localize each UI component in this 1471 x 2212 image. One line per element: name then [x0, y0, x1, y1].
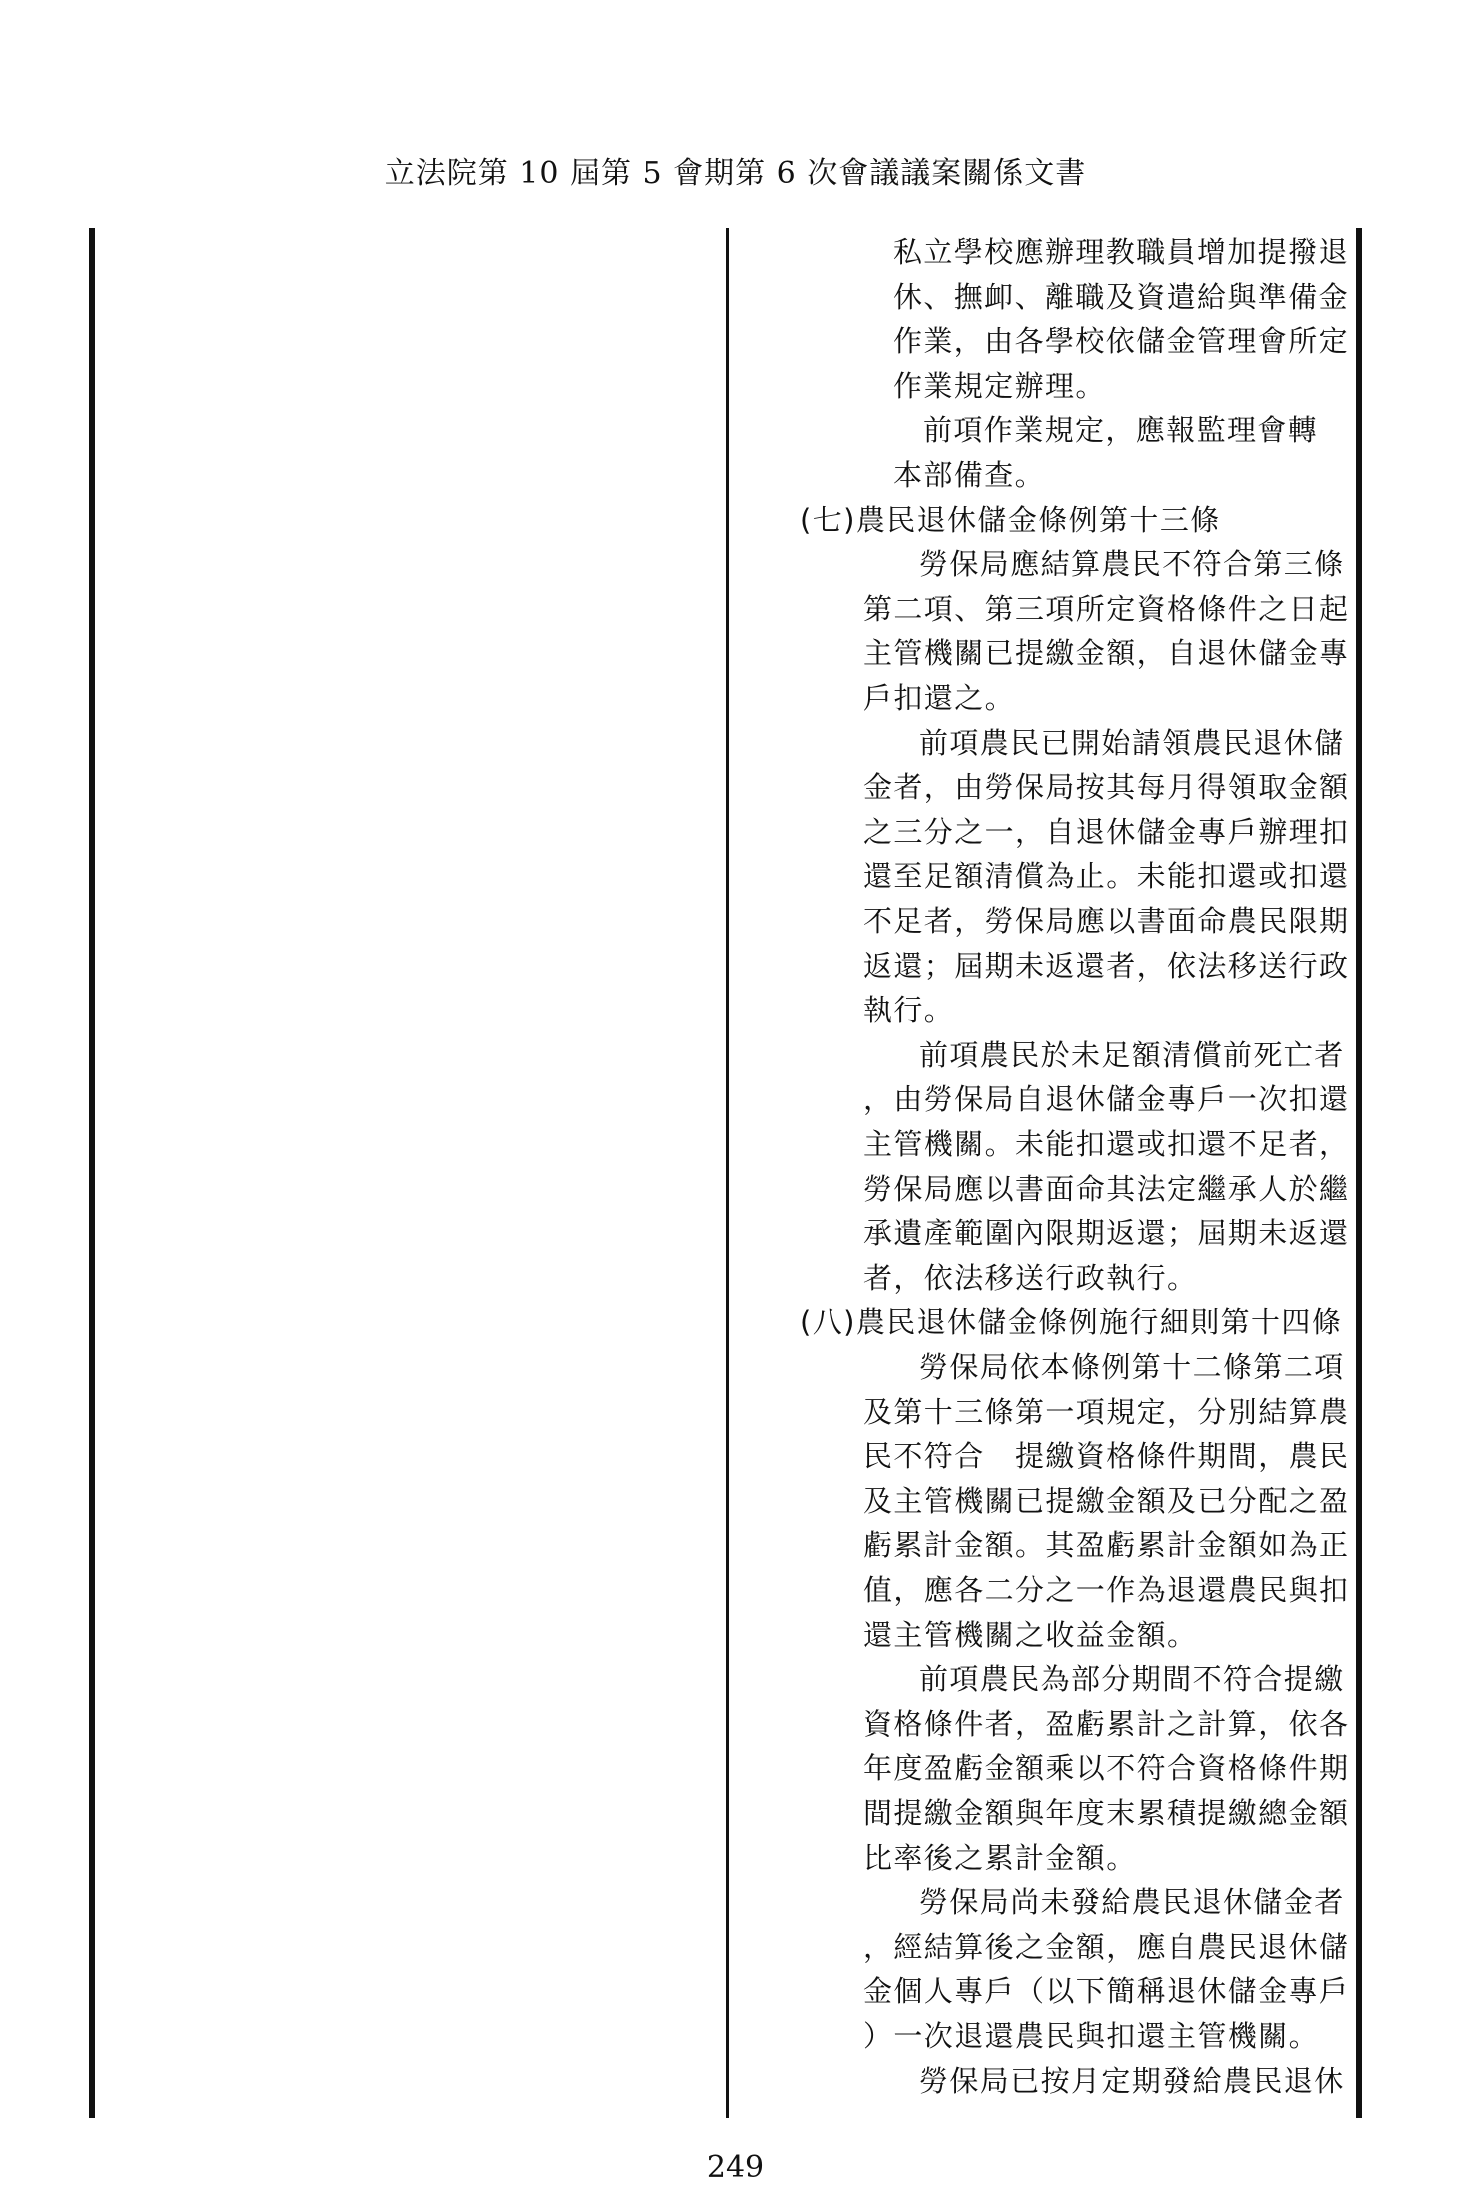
text-line: 值，應各二分之一作為退還農民與扣: [863, 1573, 1350, 1607]
text-line: 間提繳金額與年度末累積提繳總金額: [863, 1796, 1350, 1830]
text-line: 資格條件者，盈虧累計之計算，依各: [863, 1706, 1350, 1741]
text-line: (七)農民退休儲金條例第十三條: [800, 502, 1221, 537]
text-line: 比率後之累計金額。: [863, 1840, 1137, 1875]
text-line: 主管機關已提繳金額，自退休儲金專: [863, 636, 1350, 671]
text-line: 勞保局應結算農民不符合第三條: [919, 547, 1345, 582]
right-border-rule: [1356, 228, 1362, 2118]
text-line: 虧累計金額。其盈虧累計金額如為正: [863, 1528, 1350, 1563]
text-line: 年度盈虧金額乘以不符合資格條件期: [863, 1751, 1350, 1786]
text-line: 勞保局依本條例第十二條第二項: [919, 1350, 1345, 1384]
text-line: 金者，由勞保局按其每月得領取金額: [863, 770, 1350, 805]
text-line: 及主管機關已提繳金額及已分配之盈: [863, 1483, 1350, 1518]
text-line: 執行。: [863, 993, 955, 1028]
text-line: ）一次退還農民與扣還主管機關。: [863, 2019, 1320, 2053]
text-line: 主管機關。未能扣還或扣還不足者，: [863, 1127, 1350, 1161]
text-line: 本部備查。: [893, 458, 1046, 492]
text-line: 勞保局已按月定期發給農民退休: [919, 2063, 1345, 2098]
text-line: 戶扣還之。: [863, 681, 1016, 715]
document-header: 立法院第 10 屆第 5 會期第 6 次會議議案關係文書: [384, 156, 1087, 191]
text-line: 勞保局尚未發給農民退休儲金者: [919, 1885, 1345, 1920]
text-line: (八)農民退休儲金條例施行細則第十四條: [800, 1305, 1343, 1340]
text-line: 前項農民於未足額清償前死亡者: [919, 1037, 1345, 1072]
text-line: 前項農民為部分期間不符合提繳: [919, 1662, 1345, 1697]
text-line: 民不符合 提繳資格條件期間，農民: [863, 1439, 1350, 1474]
text-line: 金個人專戶（以下簡稱退休儲金專戶: [863, 1974, 1350, 2009]
text-line: 還主管機關之收益金額。: [863, 1617, 1198, 1652]
text-line: 承遺產範圍內限期返還；屆期未返還: [863, 1216, 1350, 1251]
text-line: 前項作業規定，應報監理會轉: [923, 413, 1319, 448]
text-line: 第二項、第三項所定資格條件之日起: [863, 591, 1350, 626]
left-border-rule: [89, 228, 95, 2118]
text-line: 不足者，勞保局應以書面命農民限期: [863, 904, 1350, 938]
text-line: 作業規定辦理。: [893, 368, 1106, 403]
text-line: 私立學校應辦理教職員增加提撥退: [893, 235, 1350, 269]
text-line: ，由勞保局自退休儲金專戶一次扣還: [863, 1082, 1350, 1117]
page-number: 249: [706, 2150, 765, 2185]
text-line: 前項農民已開始請領農民退休儲: [919, 725, 1345, 760]
text-line: 作業，由各學校依儲金管理會所定: [893, 324, 1350, 359]
column-divider-rule: [726, 228, 729, 2118]
text-line: 休、撫卹、離職及資遣給與準備金: [893, 279, 1350, 314]
text-line: 還至足額清償為止。未能扣還或扣還: [863, 859, 1350, 894]
text-line: 勞保局應以書面命其法定繼承人於繼: [863, 1171, 1350, 1206]
text-line: 者，依法移送行政執行。: [863, 1260, 1198, 1295]
text-line: 之三分之一，自退休儲金專戶辦理扣: [863, 814, 1350, 849]
text-line: 返還；屆期未返還者，依法移送行政: [863, 948, 1350, 983]
text-line: 及第十三條第一項規定，分別結算農: [863, 1394, 1350, 1429]
text-line: ，經結算後之金額，應自農民退休儲: [863, 1929, 1350, 1964]
